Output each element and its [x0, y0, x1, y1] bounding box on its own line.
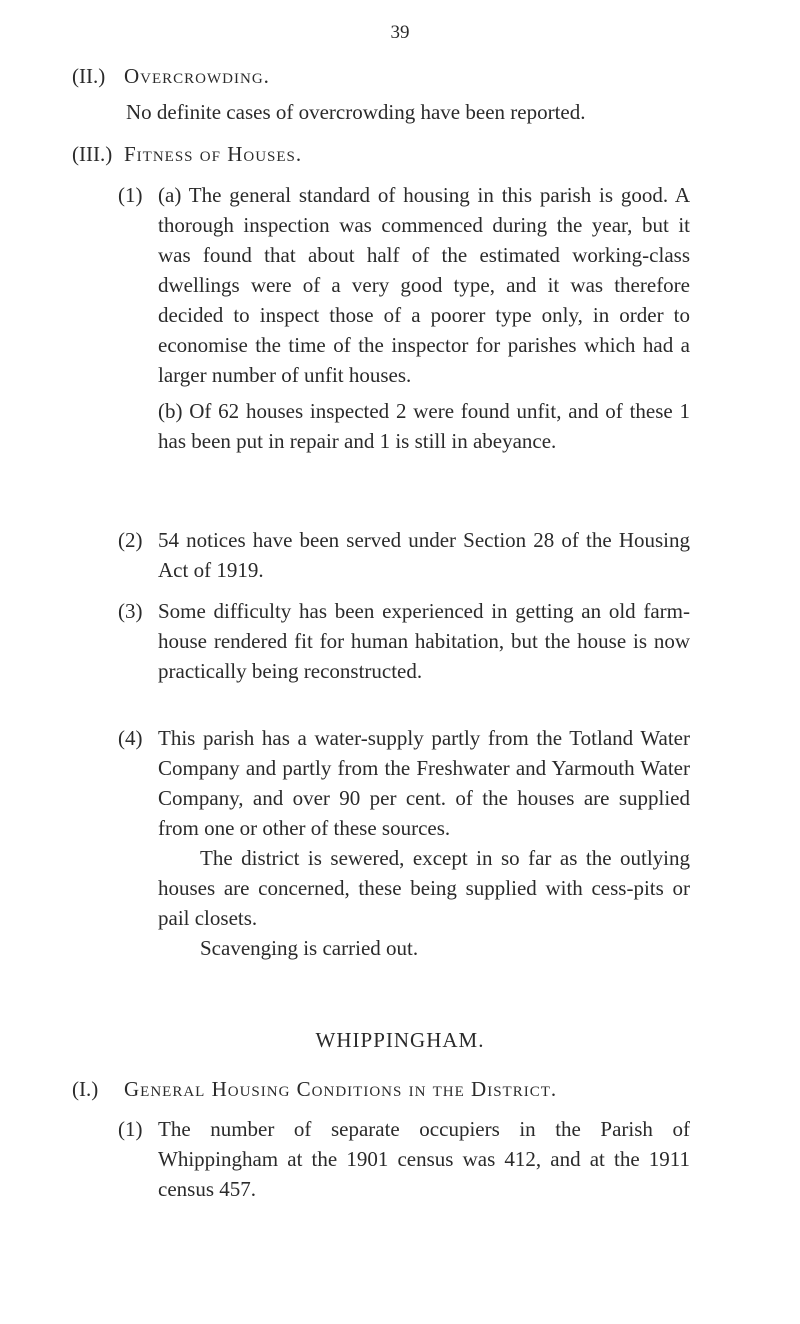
item-text: The number of separate occupiers in the Parish of Whippingham at the 1901 census was 412, and at the 1911 census 457.	[158, 1117, 690, 1201]
parish-title: WHIPPINGHAM.	[315, 1028, 485, 1052]
item-label: (3)	[118, 599, 143, 623]
item-text: This parish has a water-supply partly from the Totland Water Company and partly from the Freshwater and Yarmouth Water Company, and over 90 per cent. of the houses are supplied from one or other of these sources.	[158, 726, 690, 840]
item-label: (1)	[118, 183, 143, 207]
list-item-3	[118, 596, 690, 686]
item-text: 54 notices have been served under Section 28 of the Housing Act of 1919.	[158, 528, 690, 582]
list-item-occupiers	[118, 1114, 690, 1204]
section-title: Overcrowding.	[124, 64, 270, 88]
section-heading-overcrowding	[72, 61, 270, 91]
section-heading-fitness	[72, 139, 302, 169]
item-text: Some difficulty has been experienced in getting an old farm-house rendered fit for human habitation, but the house is now practically being reconstructed.	[158, 599, 690, 683]
item-label: (1)	[118, 1117, 143, 1141]
section-title: General Housing Conditions in the District.	[124, 1077, 558, 1101]
paragraph-a: (a) The general standard of housing in this parish is good. A thorough inspection was commenced during the year, but it was found that about half of the estimated working-class dwellings were of a very good type, and it was therefore decided to inspect those of a poorer type only, in order to economise the time of the inspector for parishes which had a larger number of unfit houses.	[158, 183, 690, 387]
item-text-scavenging: Scavenging is carried out.	[200, 936, 419, 960]
item-text-sewerage: The district is sewered, except in so far as the outlying houses are concerned, these being supplied with cess-pits or pail closets.	[158, 846, 690, 930]
item-label: (4)	[118, 726, 143, 750]
section-number: (II.)	[72, 64, 106, 88]
list-item-4	[118, 723, 690, 963]
section-number: (III.)	[72, 142, 113, 166]
item-label: (2)	[118, 528, 143, 552]
section-heading-general-housing	[72, 1074, 557, 1104]
list-item-2	[118, 525, 690, 585]
list-item-1	[118, 180, 690, 456]
item-body	[158, 180, 690, 456]
item-body	[158, 723, 690, 963]
overcrowding-text: No definite cases of overcrowding have been reported.	[126, 100, 586, 124]
section-number: (I.)	[72, 1077, 99, 1101]
page-number: 39	[390, 22, 410, 43]
paragraph-b: (b) Of 62 houses inspected 2 were found unfit, and of these 1 has been put in repair and 1 is still in abeyance.	[158, 399, 690, 453]
section-title: Fitness of Houses.	[124, 142, 303, 166]
